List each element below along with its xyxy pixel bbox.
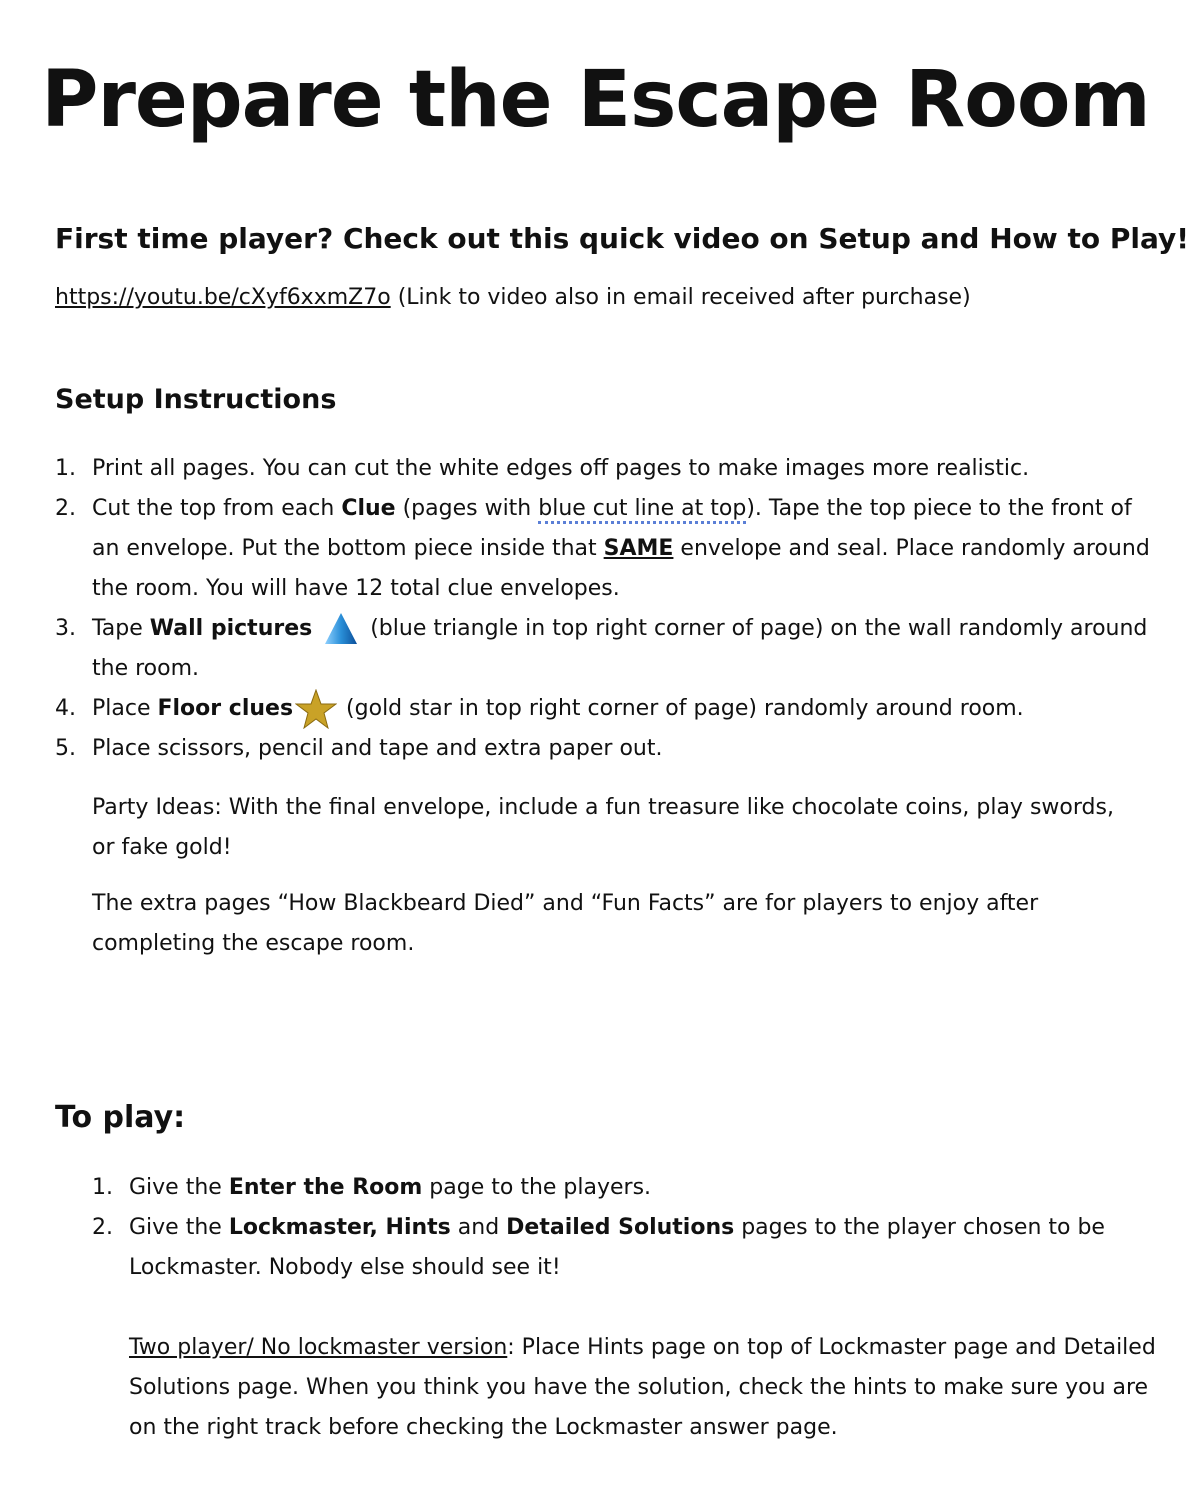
setup-list [55,449,1165,769]
blue-triangle-icon [323,611,359,647]
list-item: 3. Tape Wall pictures (blue triangle in top right corner of page) on the wall randomly around the room. [55,609,1165,689]
setup-heading: Setup Instructions [55,384,337,415]
same-term: SAME [603,536,674,561]
list-item: 2. Cut the top from each Clue (pages with blue cut line at top). Tape the top piece to the front of an envelope. Put the bottom piece inside that SAME envelope and seal. Place randomly around the room. You will have 12 total clue envelopes. [55,496,1150,601]
list-item: 4. Place Floor clues (gold star in top right corner of page) randomly around room. [55,689,1165,729]
two-player-note: Two player/ No lockmaster version: Place Hints page on top of Lockmaster page and Detailed Solutions page. When you think you have the solution, check the hints to make sure you are on the right track before checking the Lockmaster answer page. [129,1335,1156,1440]
list-item: 1. Give the Enter the Room page to the players. [92,1175,652,1200]
gold-star-icon [295,689,337,729]
list-item: 5. Place scissors, pencil and tape and extra paper out. [55,736,663,761]
party-ideas: Party Ideas: With the final envelope, include a fun treasure like chocolate coins, play swords, or fake gold! [92,795,1114,860]
two-player-label: Two player/ No lockmaster version [129,1335,508,1360]
video-link[interactable]: https://youtu.be/cXyf6xxmZ7o [55,285,391,310]
list-item: 1. Print all pages. You can cut the white edges off pages to make images more realistic. [55,456,1030,481]
video-note: (Link to video also in email received after purchase) [397,285,971,310]
list-item: 2. Give the Lockmaster, Hints and Detailed Solutions pages to the player chosen to be Lockmaster. Nobody else should see it! [92,1215,1105,1280]
play-heading: To play: [55,1100,186,1135]
extra-pages-note: The extra pages “How Blackbeard Died” and “Fun Facts” are for players to enjoy after completing the escape room. [92,891,1039,956]
clue-term: Clue [341,496,396,521]
play-list [92,1168,1162,1288]
page-title: Prepare the Escape Room [41,55,1150,145]
video-heading: First time player? Check out this quick video on Setup and How to Play! [55,222,1190,255]
floor-clues-term: Floor clues [157,696,294,721]
blue-cut-line-text: blue cut line at top [538,496,746,524]
video-line [55,278,971,318]
wall-pictures-term: Wall pictures [149,616,313,641]
